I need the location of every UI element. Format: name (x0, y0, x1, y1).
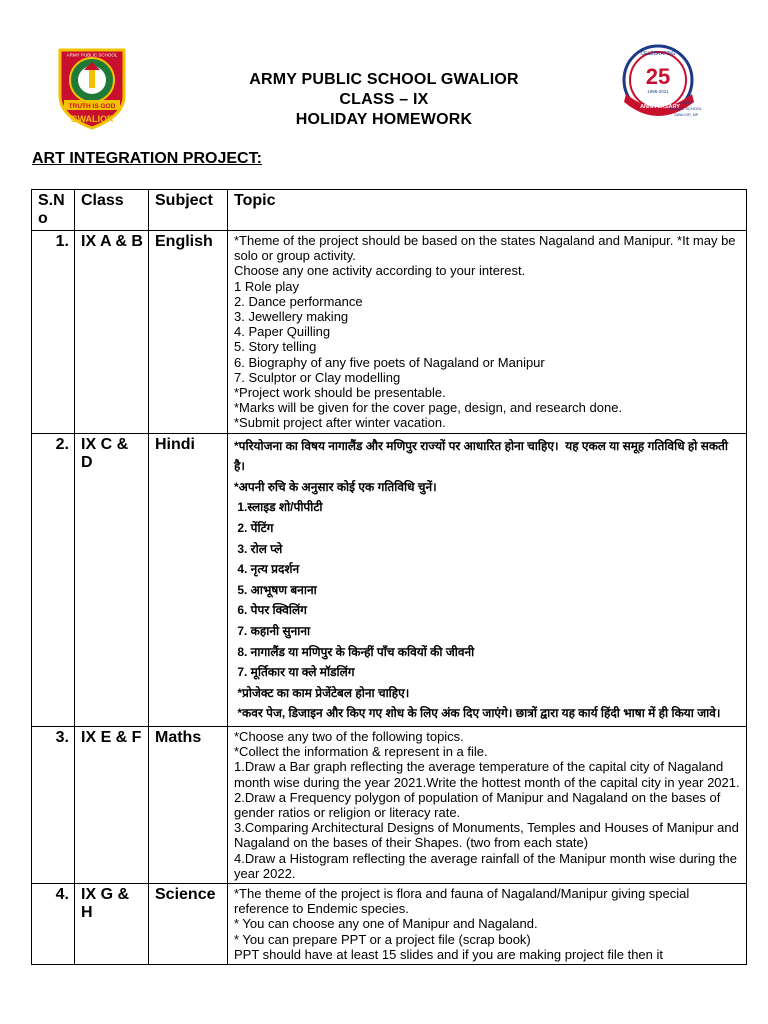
logo-city: GWALIOR (70, 114, 114, 124)
topic-line: 2. Dance performance (234, 293, 363, 309)
topic-line: 1 Role play (234, 278, 300, 294)
row-sno: 2. (32, 433, 75, 726)
topic-line: 3.Comparing Architectural Designs of Monuments, Temples and Houses of Manipur and Nagaland on the bases of their Shapes. (two from each state) (234, 820, 743, 851)
topic-line: 2. पेंटिंग (234, 521, 274, 536)
row-class: IX C & D (75, 433, 149, 726)
topic-line: 1.Draw a Bar graph reflecting the average temperature of the capital city of Nagaland month wise during the year 2021.Write the hottest month of the capital city in year 2021. (234, 759, 740, 790)
table-header-row (32, 190, 747, 231)
topic-line: 1.स्लाइड शो/पीपीटी (234, 500, 323, 515)
logo-celebrating: CELEBRATING (640, 51, 676, 57)
header-class: Class (75, 190, 149, 231)
topic-line: 3. रोल प्ले (234, 541, 283, 556)
class-title: CLASS – IX (339, 91, 429, 108)
logo-school-text: ARMY PUBLIC SCHOOL (66, 52, 118, 58)
topic-line: *Choose any two of the following topics. (234, 728, 464, 744)
logo-school-line3: GWALIOR, MP (673, 113, 699, 117)
row-subject: Maths (149, 726, 228, 883)
homework-title: HOLIDAY HOMEWORK (295, 111, 473, 128)
topic-line: 5. आभूषण बनाना (234, 582, 317, 597)
row-subject: Hindi (149, 433, 228, 726)
topic-line: *कवर पेज, डिजाइन और किए गए शोध के लिए अंक दिए जाएंगे। छात्रों द्वारा यह कार्य हिंदी भाषा में ही किया जावे। (234, 706, 721, 721)
topic-line: 4. Paper Quilling (234, 324, 331, 340)
topic-line: 4.Draw a Histogram reflecting the average rainfall of the Manipur month wise during the year 2022. (234, 850, 741, 881)
table-row (32, 433, 747, 726)
homework-table (31, 189, 747, 965)
logo-motto: TRUTH IS GOD (68, 103, 116, 110)
table-row (32, 726, 747, 883)
row-sno: 3. (32, 726, 75, 883)
topic-line: 5. Story telling (234, 339, 317, 355)
row-class: IX G & H (75, 883, 149, 964)
topic-line: * You can prepare PPT or a project file (scrap book) (234, 931, 531, 947)
row-topic (228, 433, 747, 726)
logo-years: 1996-2021 (647, 89, 669, 94)
table-row (32, 883, 747, 964)
row-topic (228, 231, 747, 434)
table-row (32, 231, 747, 434)
logo-number: 25 (645, 64, 671, 89)
header-sno: S.N o (32, 190, 75, 231)
school-name: ARMY PUBLIC SCHOOL GWALIOR (249, 71, 519, 88)
row-class: IX A & B (75, 231, 149, 434)
topic-line: *प्रोजेक्ट का काम प्रेजेंटेबल होना चाहिए। (234, 685, 410, 700)
row-class: IX E & F (75, 726, 149, 883)
section-title: ART INTEGRATION PROJECT: (32, 150, 262, 167)
row-topic (228, 883, 747, 964)
topic-line: PPT should have at least 15 slides and if you are making project file then it (234, 946, 664, 962)
topic-line: *Collect the information & represent in a file. (234, 744, 488, 760)
topic-line: *Marks will be given for the cover page, design, and research done. (234, 400, 623, 416)
topic-line: *The theme of the project is flora and fauna of Nagaland/Manipur giving special reference to Endemic species. (234, 885, 693, 917)
logo-anniversary: ANNIVERSARY (640, 104, 680, 110)
document-header (0, 70, 768, 130)
topic-line: 7. Sculptor or Clay modelling (234, 369, 401, 385)
row-subject: Science (149, 883, 228, 964)
topic-line: 3. Jewellery making (234, 309, 349, 325)
logo-school-line1: ARMY (680, 100, 692, 105)
topic-line: 6. पेपर क्विलिंग (234, 603, 307, 618)
topic-line: 8. नागालैंड या मणिपुर के किन्हीं पाँच कवियों की जीवनी (234, 644, 475, 659)
topic-line: *परियोजना का विषय नागालैंड और मणिपुर राज्यों पर आधारित होना चाहिए। यह एकल या समूह गतिविधि हो सकती है। (234, 438, 732, 474)
topic-line: 4. नृत्य प्रदर्शन (234, 562, 300, 577)
logo-school-line2: PUBLIC SCHOOL (669, 106, 702, 111)
topic-line: Choose any one activity according to your interest. (234, 263, 526, 279)
row-sno: 1. (32, 231, 75, 434)
row-subject: English (149, 231, 228, 434)
topic-line: 2.Draw a Frequency polygon of population of Manipur and Nagaland on the bases of gender ratios or religion or literacy rate. (234, 789, 725, 820)
topic-line: 6. Biography of any five poets of Nagaland or Manipur (234, 354, 545, 370)
topic-line: * You can choose any one of Manipur and Nagaland. (234, 916, 538, 932)
header-topic: Topic (228, 190, 747, 231)
topic-line: *Submit project after winter vacation. (234, 415, 446, 431)
row-sno: 4. (32, 883, 75, 964)
topic-line: *Project work should be presentable. (234, 385, 446, 401)
topic-line: *Theme of the project should be based on the states Nagaland and Manipur. *It may be solo or group activity. (234, 233, 740, 264)
header-subject: Subject (149, 190, 228, 231)
row-topic (228, 726, 747, 883)
topic-line: 7. कहानी सुनाना (234, 623, 311, 638)
topic-line: *अपनी रुचि के अनुसार कोई एक गतिविधि चुनें। (234, 479, 437, 494)
topic-line: 7. मूर्तिकार या क्ले मॉडलिंग (234, 665, 355, 680)
